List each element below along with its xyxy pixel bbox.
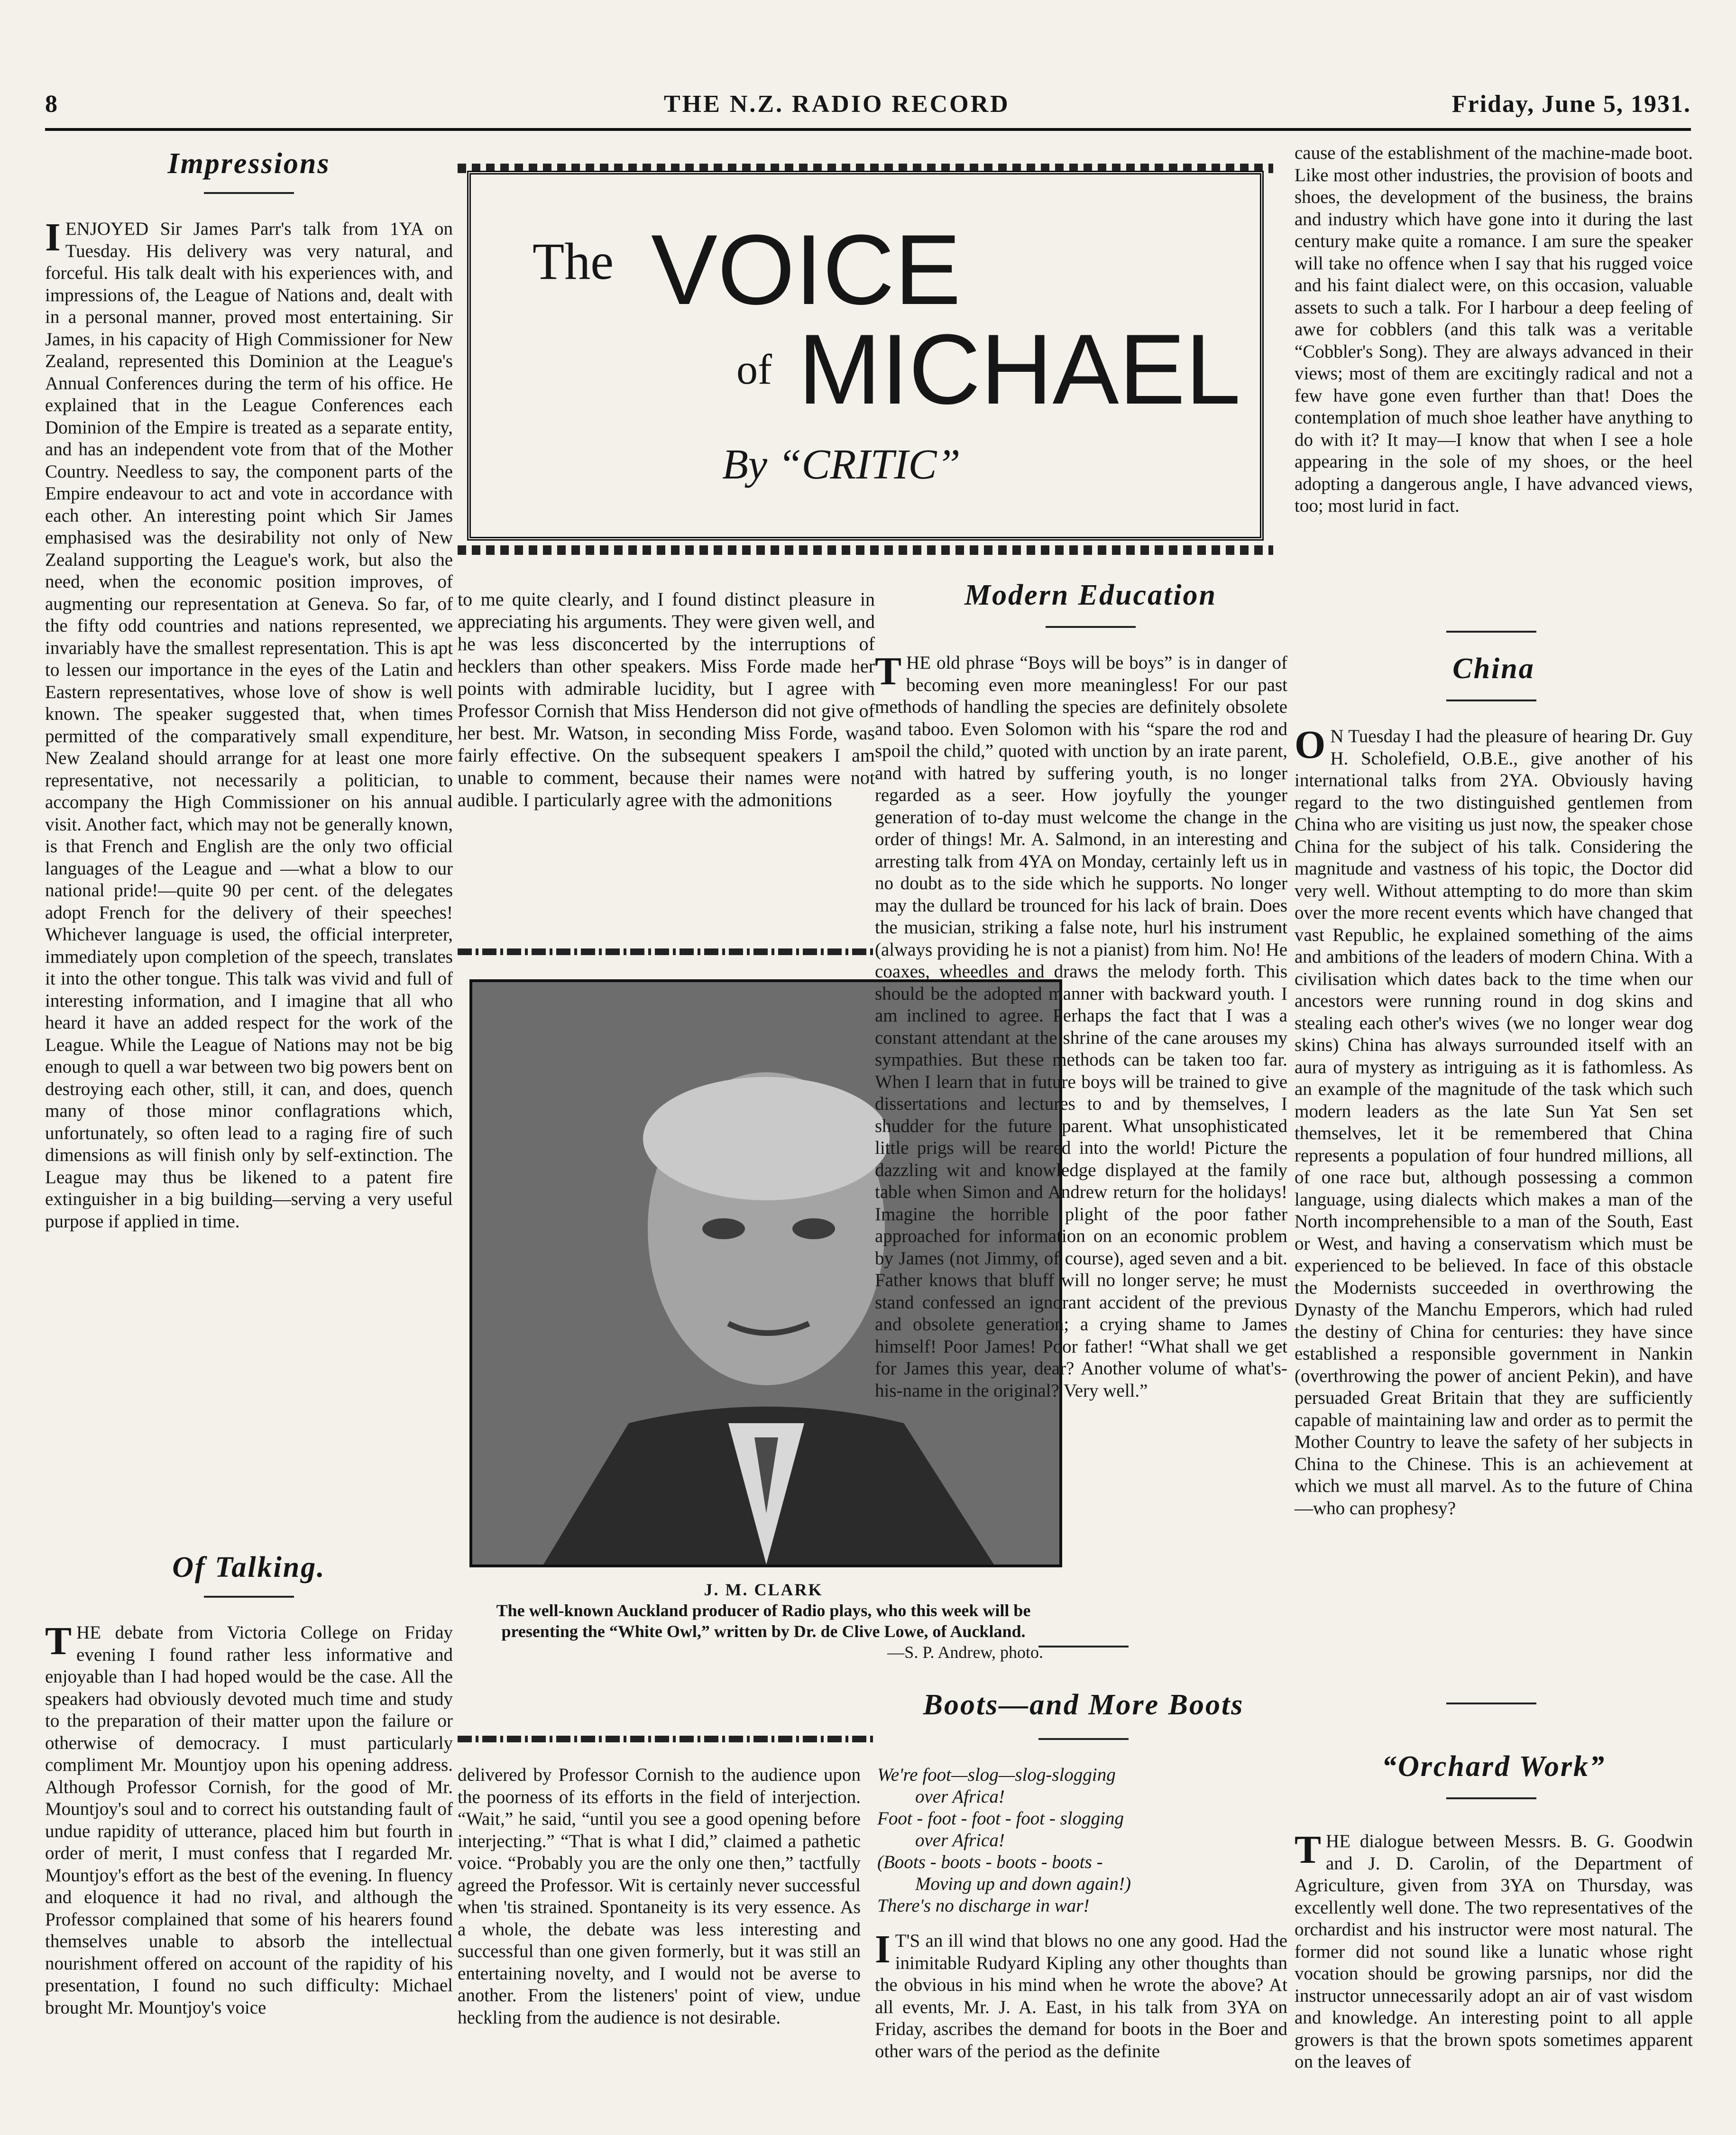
article-text: HE debate from Victoria College on Friday evening I found rather less informative and enjoyable than I had hoped would be the case. All the speakers had obviously devoted much time and study to the preparation of their matter upon the failure or otherwise of democracy. I must particularly compliment Mr. Mountjoy upon his opening address. Although Professor Cornish, for the good of Mr. Mountjoy's soul and to correct his outstanding fault of undue rapidity of utterance, placed him but fourth in order of merit, I must confess that I regarded Mr. Mountjoy's effort as the best of the evening. In fluency and eloquence it had no rival, and although the Professor complained that some of his hearers found themselves unable to absorb the intellectual nourishment offered on account of the rapidity of his presentation, I found no such difficulty: Michael brought Mr. Mountjoy's voice: [45, 1622, 453, 2018]
verse-line: Foot - foot - foot - foot - slogging: [877, 1808, 1124, 1829]
title-michael: MICHAEL: [798, 313, 1241, 425]
article-text: T'S an ill wind that blows no one any good. Had the inimitable Rudyard Kipling any other thoughts than the obvious in his mind when he wrote the above? At all events, Mr. J. A. East, in his talk from 3YA on Friday, ascribes the demand for boots in the Boer and other wars of the period as the definite: [875, 1931, 1287, 2061]
article-boots: [875, 1927, 1287, 2062]
title-of: of: [736, 346, 772, 393]
heading-rule: [1446, 1797, 1536, 1799]
heading-rule: [204, 192, 294, 194]
article-china: [1295, 723, 1693, 1519]
page-number: 8: [45, 91, 58, 118]
title-voice: VOICE: [651, 214, 961, 325]
heading-rule: [1446, 699, 1536, 701]
section-rule: [1446, 1702, 1536, 1704]
section-rule: [1446, 631, 1536, 633]
article-boots-cont: cause of the establishment of the machine-made boot. Like most other industries, the provision of boots and shoes, the development of the business, the brains and industry which have gone into it during the last century make quite a romance. I am sure the speaker will take no offence when I say that his rugged voice and his faint dialect were, on this occasion, valuable assets to such a talk. For I harbour a deep feeling of awe for cobblers (and this talk was a veritable “Cobbler's Song). They are always advanced in their views; most of them are excitingly radical and not a few have gone even further than that! Does the contemplation of much shoe leather have anything to do with it? It may—I know that when I see a hole appearing in the sole of my shoes, or the heel adopting a dangerous angle, I have advanced views, too; most lurid in fact.: [1295, 143, 1693, 516]
verse-line: There's no discharge in war!: [877, 1896, 1090, 1916]
heading-rule: [1046, 626, 1136, 628]
publication-title: THE N.Z. RADIO RECORD: [664, 91, 1010, 118]
ornament-border-bottom: [458, 545, 1273, 555]
ornamental-divider: [458, 1736, 875, 1742]
photo-caption: [455, 1579, 1072, 1663]
ornamental-divider: [458, 948, 875, 955]
caption-name: J. M. CLARK: [704, 1580, 823, 1599]
article-impressions: [45, 215, 453, 1233]
article-modern-education: [875, 649, 1287, 1402]
feature-title-box: [467, 171, 1264, 541]
heading-china: China: [1452, 653, 1535, 685]
verse-line: over Africa!: [915, 1786, 1005, 1807]
kipling-verse: [877, 1764, 1290, 1917]
heading-rule: [1038, 1738, 1129, 1740]
photo-credit: —S. P. Andrew, photo.: [887, 1643, 1043, 1662]
section-rule: [1038, 1646, 1129, 1647]
heading-boots: Boots—and More Boots: [923, 1689, 1244, 1721]
byline: By “CRITIC”: [722, 441, 961, 488]
verse-line: We're foot—slog—slog-slogging: [877, 1765, 1116, 1785]
masthead-rule: [45, 128, 1691, 131]
dropcap: I: [875, 1927, 891, 1971]
verse-line: Moving up and down again!): [915, 1874, 1131, 1894]
caption-text: The well-known Auckland producer of Radio plays, who this week will be presenting the “White Owl,” written by Dr. de Clive Lowe, of Auckland.: [496, 1601, 1031, 1641]
article-text: N Tuesday I had the pleasure of hearing Dr. Guy H. Scholefield, O.B.E., give another of his international talks from 2YA. Obviously having regard to the two distinguished gentlemen from China who are visiting us just now, the speaker chose China for the subject of his talk. Considering the magnitude and vastness of his topic, the Doctor did very well. Without attempting to do more than skim over the more recent events which have changed that vast Republic, he explained something of the aims and ambitions of the leaders of modern China. With a civilisation which dates back to the time when our ancestors were running round in dog skins and stealing each other's wives (we no longer wear dog skins) China has always surrounded itself with an aura of mystery as intriguing as it is fathomless. As an example of the magnitude of the task which such modern leaders as the late Sun Yat Sen set themselves, let it be remembered that China represents a population of four hundred millions, all of one race but, although possessing a common language, using dialects which makes a man of the North incomprehensible to a man of the South, East or West, and having a conservatism which must be experienced to be believed. In face of this obstacle the Modernists succeeded in overthrowing the Dynasty of the Manchu Emperors, which had ruled the destiny of China for centuries: they have since established a responsible government in Nankin (overthrowing the power of ancient Pekin), and have persuaded Great Britain that they are sufficiently capable of maintaining law and order as to permit the Mother Country to leave the safety of her subjects in China to the Chinese. This is an achievement at which we must all marvel. As to the future of China—who can prophesy?: [1295, 726, 1693, 1518]
dropcap: T: [1295, 1828, 1322, 1872]
verse-line: over Africa!: [915, 1830, 1005, 1850]
heading-rule: [204, 1596, 294, 1598]
article-of-talking: [45, 1619, 453, 2019]
verse-line: (Boots - boots - boots - boots -: [877, 1852, 1103, 1872]
dropcap: T: [45, 1619, 72, 1663]
article-of-talking-cont: to me quite clearly, and I found distinct pleasure in appreciating his arguments. They were given well, and he was less disconcerted by the interruptions of hecklers than other speakers. Miss Forde made her points with admirable lucidity, but I agree with Professor Cornish that Miss Henderson did not give of her best. Mr. Watson, in seconding Miss Forde, was fairly effective. On the subsequent speakers I am unable to comment, because their names were not audible. I particularly agree with the admonitions: [458, 589, 875, 810]
article-text: ENJOYED Sir James Parr's talk from 1YA on Tuesday. His delivery was very natural, and forceful. His talk dealt with his experiences with, and impressions of, the League of Nations and, dealt with in a personal manner, proved most entertaining. Sir James, in his capacity of High Commissioner for New Zealand, represented this Dominion at the League's Annual Conferences during the term of his office. He explained that in the League Conferences each Dominion of the Empire is treated as a separate entity, and has an independent vote from that of the Mother Country. Needless to say, the component parts of the Empire endeavour to act and vote in accordance with each other. An interesting point which Sir James emphasised was the desirability not only of New Zealand supporting the League's work, but also the need, when the economic position improves, of augmenting our representation at Geneva. So far, of the fifty odd countries and nations represented, we invariably have the smallest representation. This is apt to lessen our importance in the eyes of the Latin and Eastern representatives, whose love of show is well known. The speaker suggested that, when times permitted of the comparatively small expenditure, New Zealand should arrange for at least one more representative, not necessarily a politician, to accompany the High Commissioner on his annual visit. Another fact, which may not be generally known, is that French and English are the only two official languages of the League and —what a blow to our national pride!—quite 90 per cent. of the delegates adopt French for the delivery of their speeches! Whichever language is used, the official interpreter, immediately upon completion of the speech, translates it into the other tongue. This talk was vivid and full of interesting information, and I imagine that all who heard it have an added respect for the work of the League. While the League of Nations may not be big enough to quell a war between two big powers bent on destroying each other, still, it can, and does, quench many of those minor conflagrations which, unfortunately, so often lead to a raging fire of such dimensions as will finish only by self-extinction. The League may thus be likened to a patent fire extinguisher in a big building—serving a very useful purpose if applied in time.: [45, 219, 453, 1232]
article-of-talking-cont-2: delivered by Professor Cornish to the audience upon the poorness of its efforts in the field of interjection. “Wait,” he said, “until you see a good opening before interjecting.” “That is what I did,” claimed a pathetic voice. “Probably you are the only one then,” tactfully agreed the Professor. Wit is certainly never successful when 'tis strained. Spontaneity is its very essence. As a whole, the debate was less interesting and successful than one given formerly, but it was still an entertaining novelty, and I would not be averse to another. From the listeners' point of view, undue heckling from the audience is not desirable.: [458, 1765, 861, 2028]
article-text: HE dialogue between Messrs. B. G. Goodwin and J. D. Carolin, of the Department of Agriculture, given from 3YA on Thursday, was excellently well done. The two representatives of the orchardist and his instructor were most natural. The former did not sound like a lunatic whose right vocation should be growing parsnips, nor did the instructor unnecessarily adopt an air of vast wisdom and knowledge. An interesting point to all apple growers is that the brown spots sometimes apparent on the leaves of: [1295, 1831, 1693, 2072]
title-the: The: [533, 232, 614, 290]
heading-orchard-work: “Orchard Work”: [1381, 1750, 1606, 1783]
article-text: HE old phrase “Boys will be boys” is in danger of becoming even more meaningless! For our past methods of handling the species are definitely obsolete and taboo. Even Solomon with his “spare the rod and spoil the child,” quoted with unction by an irate parent, and with hatred by suffering youth, is no longer regarded as a seer. How joyfully the younger generation of to-day must welcome the change in the order of things! Mr. A. Salmond, in an interesting and arresting talk from 4YA on Monday, certainly left us in no doubt as to the side which he supports. No longer may the dullard be trounced for his lack of brain. Does the musician, striking a false note, hurl his instrument (always providing he is not a pianist) from him. No! He coaxes, wheedles and draws the melody forth. This should be the adopted manner with backward youth. I am inclined to agree. Perhaps the fact that I was a constant attendant at the shrine of the cane arouses my sympathies. But these methods can be taken too far. When I learn that in future boys will be trained to give dissertations and lectures to and by themselves, I shudder for the future parent. What unsophisticated little prigs will be reared into the world! Picture the dazzling wit and knowledge displayed at the family table when Simon and Andrew return for the holidays! Imagine the horrible plight of the poor father approached for information on an economic problem by James (not Jimmy, of course), aged seven and a bit. Father knows that bluff will no longer serve; he must stand confessed an ignorant accident of the previous and obsolete generation; a crying shame to James himself! Poor James! Poor father! “What shall we get for James this year, dear? Another volume of what's-his-name in the original? Very well.”: [875, 653, 1287, 1401]
heading-impressions: Impressions: [167, 147, 331, 180]
dropcap: I: [45, 215, 61, 259]
heading-modern-education: Modern Education: [964, 579, 1217, 611]
heading-of-talking: Of Talking.: [172, 1551, 326, 1583]
dropcap: T: [875, 649, 902, 693]
article-orchard-work: [1295, 1828, 1693, 2073]
issue-date: Friday, June 5, 1931.: [1451, 91, 1691, 118]
dropcap: O: [1295, 723, 1326, 767]
